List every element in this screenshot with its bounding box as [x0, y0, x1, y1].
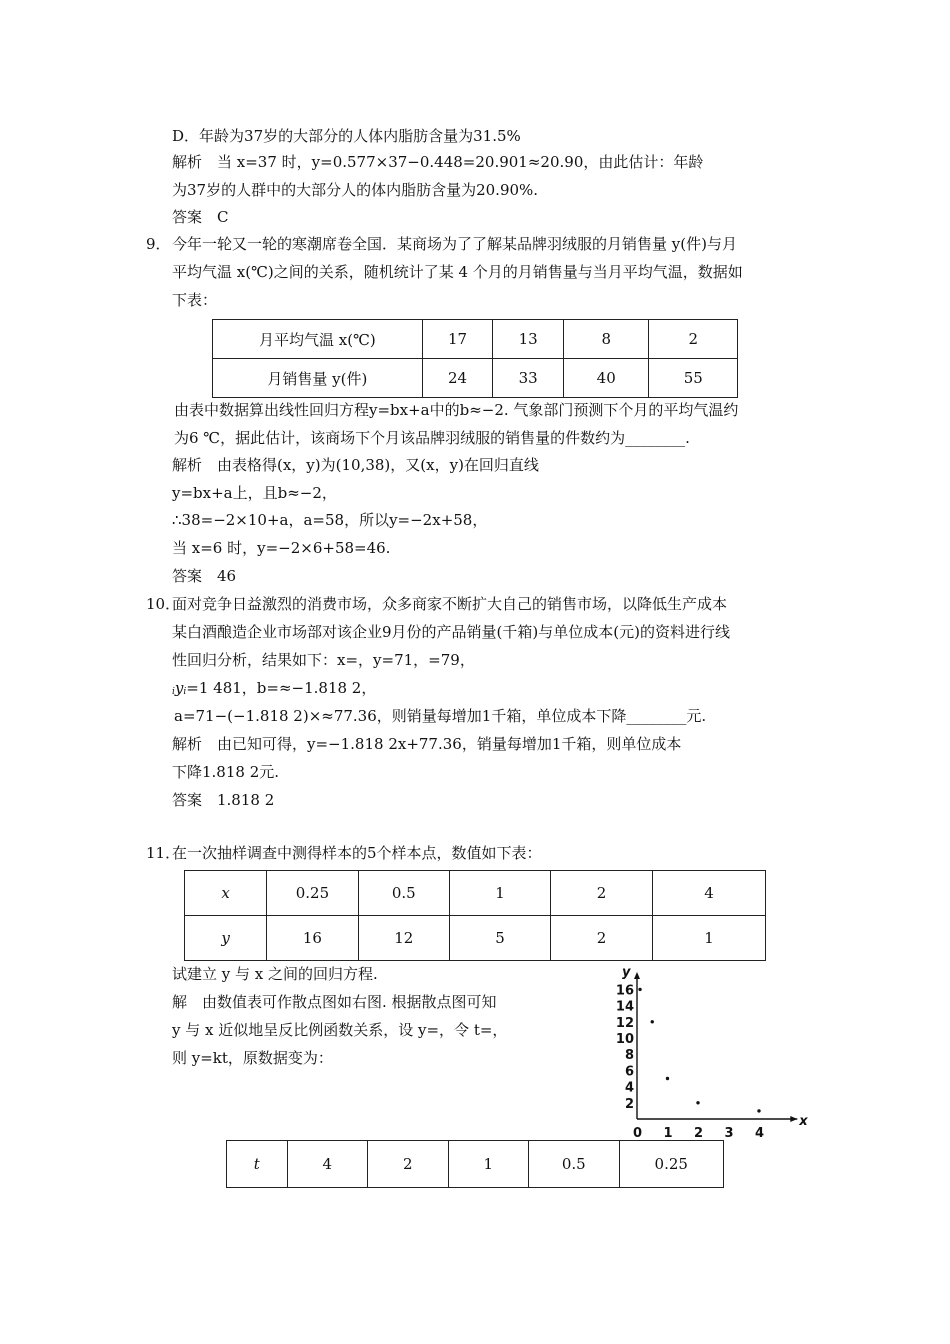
- q9-analysis-line-2: y=bx+a上，且b≈−2，: [172, 484, 337, 502]
- chart-tick-labels: [616, 965, 808, 1141]
- q10-stem-line-2: 某白酒酿造企业市场部对该企业9月份的产品销量(千箱)与单位成本(元)的资料进行线: [172, 623, 730, 641]
- table-row: [227, 1141, 724, 1188]
- var-x: x: [221, 884, 230, 902]
- q10-analysis-line-1: 解析 由已知可得，y=−1.818 2x+77.36，销量每增加1千箱，则单位成本: [172, 735, 682, 753]
- q10-stem-line-4: [172, 678, 376, 702]
- q11-cell: 0.25: [267, 871, 358, 916]
- x-tick-label: 1: [663, 1126, 673, 1141]
- q10-stem-line-3: 性回归分析，结果如下：x=，y=71，=79，: [172, 651, 475, 669]
- table-row: [213, 359, 738, 398]
- q10-number: 10．: [146, 595, 181, 613]
- q9-cell: 40: [563, 359, 649, 398]
- q11-row1-label: [185, 871, 267, 916]
- y-tick-label: 2: [624, 1096, 634, 1112]
- q9-cell: 13: [493, 320, 564, 359]
- y-tick-label: 10: [615, 1032, 634, 1047]
- q9-analysis-line-4: 当 x=6 时，y=−2×6+58=46.: [172, 539, 391, 557]
- q9-cell: 24: [422, 359, 493, 398]
- y-tick-label: 16: [615, 983, 634, 999]
- var-t: t: [253, 1155, 260, 1173]
- y-tick-label: 4: [624, 1080, 634, 1096]
- y-tick-label: 12: [615, 1015, 634, 1031]
- q11-transformed-table: [226, 1140, 724, 1188]
- data-point: [638, 988, 641, 991]
- q11-number: 11．: [146, 844, 181, 862]
- q11-task: 试建立 y 与 x 之间的回归方程.: [172, 965, 378, 983]
- q10-stem-line-1: 面对竞争日益激烈的消费市场，众多商家不断扩大自己的销售市场，以降低生产成本: [172, 595, 728, 613]
- q9-stem-line-3: 下表：: [172, 291, 218, 309]
- q11-solution-line-2: y 与 x 近似地呈反比例函数关系，设 y=，令 t=，: [172, 1021, 508, 1039]
- q11-t-cell: 2: [368, 1141, 448, 1188]
- q11-t-cell: 4: [287, 1141, 367, 1188]
- y-tick-label: 14: [615, 999, 634, 1015]
- q11-data-table: [184, 870, 766, 961]
- q11-cell: 1: [653, 916, 766, 961]
- q11-cell: 1: [449, 871, 550, 916]
- q9-stem-line-1: 今年一轮又一轮的寒潮席卷全国．某商场为了了解某品牌羽绒服的月销售量 y(件)与月: [172, 235, 737, 253]
- q9-cell: 17: [422, 320, 493, 359]
- q11-cell: 16: [267, 916, 358, 961]
- q9-answer: 答案 46: [172, 567, 237, 585]
- q11-t-cell: 1: [448, 1141, 528, 1188]
- q9-cell: 33: [493, 359, 564, 398]
- q11-cell: 12: [358, 916, 449, 961]
- q9-stem-line-2: 平均气温 x(℃)之间的关系，随机统计了某 4 个月的月销售量与当月平均气温，数据如: [172, 263, 743, 281]
- data-point: [666, 1077, 669, 1080]
- q9-after-line-2: 为6 ℃，据此估计，该商场下个月该品牌羽绒服的销售量的件数约为________.: [174, 429, 690, 447]
- table-row: [185, 916, 766, 961]
- x-axis-arrow-icon: [790, 1116, 797, 1122]
- q8-analysis-line-1: 解析 当 x=37 时，y=0.577×37−0.448=20.901≈20.90，由此估计：年龄: [172, 153, 704, 171]
- table-row: [185, 871, 766, 916]
- q9-analysis-line-1: 解析 由表格得(x，y)为(10,38)，又(x，y)在回归直线: [172, 456, 539, 474]
- y-axis-arrow-icon: [634, 972, 640, 979]
- data-point: [757, 1109, 760, 1112]
- q10-analysis-line-2: 下降1.818 2元.: [172, 763, 280, 781]
- q9-cell: 8: [563, 320, 649, 359]
- q11-t-cell: 0.25: [619, 1141, 724, 1188]
- q9-cell: 55: [649, 359, 738, 398]
- q11-t-cell: 0.5: [529, 1141, 620, 1188]
- data-point: [651, 1020, 654, 1023]
- x-tick-label: 3: [724, 1126, 734, 1141]
- q11-cell: 4: [653, 871, 766, 916]
- scatter-plot: [604, 962, 808, 1147]
- q10-sum-text: =1 481，b=≈−1.818 2，: [186, 679, 377, 697]
- x-tick-label: 2: [694, 1126, 704, 1141]
- data-point: [696, 1101, 699, 1104]
- q10-answer: 答案 1.818 2: [172, 791, 275, 809]
- var-y: y: [174, 679, 184, 697]
- q9-row1-label: 月平均气温 x(℃): [213, 320, 423, 359]
- q11-cell: 5: [449, 916, 550, 961]
- y-axis-label: y: [622, 965, 631, 980]
- q8-answer: 答案 C: [172, 208, 229, 226]
- q11-cell: 0.5: [358, 871, 449, 916]
- q11-cell: 2: [550, 871, 652, 916]
- q10-stem-line-5: a=71−(−1.818 2)×≈77.36，则销量每增加1千箱，单位成本下降________元.: [174, 707, 707, 725]
- q11-solution-line-1: 解 由数值表可作散点图如右图. 根据散点图可知: [172, 993, 497, 1011]
- x-axis-label: x: [799, 1114, 808, 1129]
- var-y: y: [221, 929, 230, 947]
- q11-row2-label: [185, 916, 267, 961]
- q9-row2-label: 月销售量 y(件): [213, 359, 423, 398]
- y-tick-label: 8: [624, 1048, 634, 1064]
- q9-after-line-1: 由表中数据算出线性回归方程y=bx+a中的b≈−2. 气象部门预测下个月的平均气温约: [174, 401, 739, 419]
- q9-cell: 2: [649, 320, 738, 359]
- x-tick-label: 0: [633, 1126, 643, 1141]
- q11-stem: 在一次抽样调查中测得样本的5个样本点，数值如下表：: [172, 844, 542, 862]
- q9-analysis-line-3: ∴38=−2×10+a，a=58，所以y=−2x+58，: [172, 511, 488, 529]
- q11-solution-line-3: 则 y=kt，原数据变为：: [172, 1049, 333, 1067]
- q11-t-label: [227, 1141, 288, 1188]
- y-tick-label: 6: [624, 1064, 634, 1080]
- chart-points: [638, 988, 760, 1113]
- x-tick-label: 4: [755, 1126, 765, 1141]
- q8-analysis-line-2: 为37岁的人群中的大部分人的体内脂肪含量为20.90%.: [172, 181, 539, 199]
- subscript-i: i: [172, 687, 175, 697]
- table-row: [213, 320, 738, 359]
- q11-cell: 2: [550, 916, 652, 961]
- q8-option-d: D．年龄为37岁的大部分的人体内脂肪含量为31.5%: [172, 127, 521, 145]
- q9-number: 9．: [146, 235, 171, 253]
- subscript-i: i: [183, 687, 187, 697]
- chart-axes: [634, 972, 797, 1122]
- q9-data-table: [212, 319, 738, 398]
